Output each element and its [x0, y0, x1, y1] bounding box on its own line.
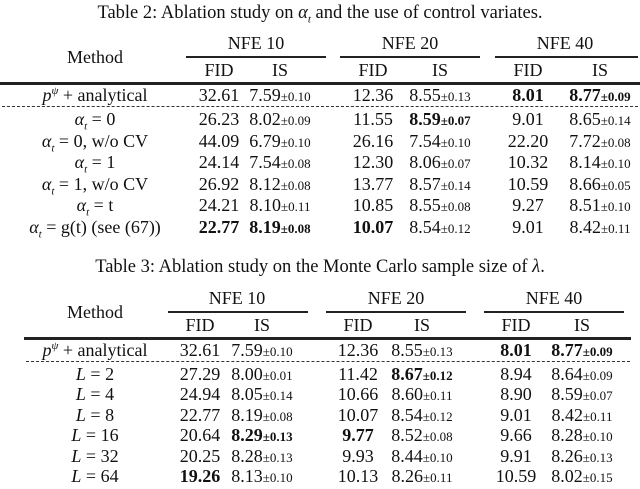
cell-value: 26.92 — [198, 173, 240, 194]
cell-value: 10.07 — [352, 216, 394, 237]
subcol-header-is: IS — [591, 60, 608, 80]
label-sup: ψ — [51, 340, 59, 352]
label-text: = 8 — [85, 404, 115, 425]
subcol-header-is: IS — [573, 315, 590, 335]
cell-std: ±0.10 — [280, 89, 311, 104]
group-header-nfe40: NFE 40 — [536, 33, 594, 53]
cell-std: ±0.10 — [280, 134, 311, 150]
label-math: p — [42, 85, 52, 105]
group-header-nfe10: NFE 10 — [208, 288, 266, 308]
cell-std: ±0.08 — [280, 177, 311, 193]
cell-value: 8.66 — [569, 173, 601, 194]
table-cell — [382, 339, 462, 363]
cell-value: 8.55 — [409, 195, 441, 215]
cell-value: 8.59 — [551, 384, 583, 405]
table-row — [0, 445, 640, 467]
table-cell — [326, 363, 390, 385]
cell-value: 8.14 — [569, 152, 601, 172]
label-text: + analytical — [58, 85, 148, 105]
cell-value: 8.19 — [231, 404, 263, 425]
cell-value: 24.14 — [198, 152, 240, 172]
row-label — [20, 383, 170, 405]
cell-std: ±0.11 — [583, 408, 613, 424]
cell-value: 7.59 — [231, 340, 263, 360]
label-text: = 0 — [87, 109, 116, 129]
cell-value: 8.57 — [409, 173, 441, 194]
cell-std: ±0.13 — [422, 344, 453, 359]
cell-value: 22.77 — [179, 404, 221, 425]
cell-value: 10.66 — [337, 384, 379, 405]
cell-value: 8.28 — [551, 425, 583, 446]
cell-value: 12.36 — [352, 85, 394, 105]
dashed-separator — [26, 361, 630, 362]
cell-std: ±0.10 — [262, 470, 293, 485]
cell-value: 44.09 — [198, 130, 240, 151]
cell-value: 8.52 — [391, 425, 423, 446]
cell-std: ±0.13 — [262, 429, 293, 445]
subcol-header-fid: FID — [513, 60, 543, 80]
cell-value: 10.32 — [507, 152, 549, 172]
group-rule — [326, 311, 466, 313]
cell-value: 27.29 — [179, 364, 221, 384]
cell-std: ±0.07 — [582, 388, 613, 404]
cell-std: ±0.08 — [422, 429, 453, 445]
cell-std: ±0.10 — [262, 344, 293, 359]
cell-value: 8.12 — [249, 173, 281, 194]
cell-value: 9.66 — [500, 425, 532, 446]
label-text: = t — [89, 195, 114, 215]
label-sub: t — [38, 228, 42, 241]
label-text: = 1 — [87, 152, 116, 172]
group-header-nfe10: NFE 10 — [227, 33, 285, 53]
label-text: = 32 — [81, 445, 119, 466]
cell-std: ±0.09 — [280, 113, 311, 128]
cell-value: 8.54 — [391, 404, 423, 425]
cell-value: 24.21 — [198, 195, 240, 215]
cell-value: 7.54 — [249, 152, 281, 172]
label-math: L — [71, 466, 82, 486]
cell-std: ±0.10 — [582, 429, 613, 445]
subcol-header-fid: FID — [501, 315, 531, 335]
cell-value: 32.61 — [198, 85, 240, 105]
cell-std: ±0.05 — [600, 177, 631, 193]
label-text: = 1, w/o CV — [54, 173, 149, 194]
label-text: = 16 — [81, 425, 119, 446]
cell-value: 7.59 — [249, 85, 281, 105]
cell-value: 8.00 — [231, 364, 263, 384]
header-subcols — [0, 314, 640, 336]
cell-value: 8.67 — [391, 364, 423, 384]
group-header-nfe40: NFE 40 — [525, 288, 583, 308]
cell-value: 32.61 — [179, 340, 221, 360]
cell-std: ±0.11 — [423, 388, 453, 404]
cell-value: 9.01 — [512, 109, 544, 129]
cell-value: 22.77 — [198, 216, 240, 237]
cell-std: ±0.09 — [582, 368, 613, 383]
cell-value: 26.16 — [352, 130, 394, 151]
label-text: + analytical — [58, 340, 148, 360]
subcol-header-fid: FID — [358, 60, 388, 80]
table-row — [0, 383, 640, 405]
cell-std: ±0.01 — [262, 368, 293, 383]
table-cell — [542, 465, 622, 489]
table-row — [0, 404, 640, 426]
group-header-nfe20: NFE 20 — [367, 288, 425, 308]
cell-value: 9.91 — [500, 445, 532, 466]
table-cell — [326, 424, 390, 446]
table-cell — [484, 404, 548, 426]
table-cell — [326, 445, 390, 467]
caption-math-sub: t — [307, 13, 311, 26]
row-label — [20, 424, 170, 446]
label-text: = g(t) (see (67)) — [41, 216, 161, 237]
label-sub: t — [86, 206, 90, 219]
baseline-row — [0, 339, 640, 361]
group-rule — [168, 311, 308, 313]
cell-value: 8.05 — [231, 384, 263, 405]
cell-value: 8.10 — [249, 195, 282, 215]
cell-value: 10.07 — [337, 404, 379, 425]
cell-value: 11.42 — [338, 364, 378, 384]
label-math: α — [41, 173, 52, 194]
cell-value: 6.79 — [249, 130, 281, 151]
table-cell — [222, 339, 302, 363]
cell-value: 8.55 — [391, 340, 423, 360]
label-sub: t — [84, 163, 88, 176]
table-cell — [484, 363, 548, 385]
caption-math: α — [298, 3, 308, 23]
table-cell — [484, 445, 548, 467]
cell-value: 9.27 — [512, 195, 544, 215]
cell-value: 13.77 — [352, 173, 394, 194]
label-math: α — [74, 152, 85, 172]
cell-std: ±0.09 — [600, 89, 631, 104]
label-math: L — [75, 364, 86, 384]
cell-value: 8.02 — [249, 109, 281, 129]
cell-std: ±0.13 — [582, 449, 613, 465]
caption-text: Table 3: Ablation study on the Monte Carlo sample size of — [95, 257, 533, 277]
cell-value: 8.44 — [391, 445, 423, 466]
cell-value: 8.42 — [551, 404, 584, 425]
cell-value: 10.59 — [507, 173, 549, 194]
cell-std: ±0.08 — [280, 156, 311, 171]
cell-value: 9.01 — [512, 216, 544, 237]
cell-value: 12.30 — [352, 152, 394, 172]
table-cell — [326, 404, 390, 426]
cell-value: 8.06 — [409, 152, 441, 172]
cell-value: 8.26 — [551, 445, 583, 466]
group-header-nfe20: NFE 20 — [381, 33, 439, 53]
cell-std: ±0.10 — [600, 156, 631, 171]
cell-std: ±0.09 — [582, 344, 613, 359]
caption-math: λ — [532, 257, 541, 277]
cell-value: 8.51 — [569, 195, 601, 215]
cell-value: 8.55 — [409, 85, 441, 105]
cell-value: 8.60 — [391, 384, 424, 405]
caption-text: and the use of control variates. — [310, 3, 543, 23]
cell-value: 26.23 — [198, 109, 240, 129]
cell-value: 8.94 — [500, 364, 532, 384]
label-math: L — [71, 445, 82, 466]
subcol-header-fid: FID — [343, 315, 373, 335]
subcol-header-fid: FID — [204, 60, 234, 80]
cell-std: ±0.07 — [440, 156, 471, 171]
cell-value: 22.20 — [507, 130, 549, 151]
label-text: = 64 — [81, 466, 119, 486]
cell-std: ±0.13 — [440, 89, 471, 104]
cell-value: 9.93 — [342, 445, 374, 466]
cell-value: 8.59 — [409, 109, 441, 129]
cell-std: ±0.14 — [440, 177, 471, 193]
label-text: = 2 — [85, 364, 115, 384]
cell-value: 10.85 — [352, 195, 394, 215]
label-text: = 4 — [85, 384, 115, 405]
cell-std: ±0.07 — [440, 113, 471, 128]
table-cell — [382, 465, 462, 489]
cell-value: 8.26 — [391, 466, 424, 486]
cell-value: 8.01 — [512, 85, 544, 105]
caption-text: Table 2: Ablation study on — [97, 3, 299, 23]
cell-value: 8.54 — [409, 216, 441, 237]
label-math: α — [29, 216, 39, 237]
cell-value: 20.64 — [179, 425, 221, 446]
cell-value: 7.72 — [569, 130, 601, 151]
table-row — [0, 363, 640, 385]
method-header: Method — [67, 302, 123, 322]
row-label — [20, 404, 170, 426]
cell-value: 20.25 — [179, 445, 221, 466]
subcol-header-is: IS — [431, 60, 448, 80]
caption-text: . — [540, 257, 545, 277]
table-cell — [222, 465, 302, 489]
cell-std: ±0.14 — [600, 113, 631, 128]
cell-value: 19.26 — [179, 466, 221, 486]
table-row — [0, 424, 640, 446]
cell-value: 12.36 — [337, 340, 379, 360]
method-header: Method — [67, 47, 123, 67]
cell-std: ±0.12 — [422, 408, 453, 424]
cell-value: 8.77 — [551, 340, 583, 360]
cell-value: 11.55 — [353, 109, 393, 129]
cell-value: 8.13 — [231, 466, 263, 486]
cell-value: 8.42 — [569, 216, 602, 237]
cell-value: 8.90 — [500, 384, 532, 405]
cell-value: 24.94 — [179, 384, 221, 405]
label-math: L — [75, 404, 86, 425]
cell-std: ±0.11 — [423, 470, 453, 485]
cell-std: ±0.11 — [281, 199, 311, 214]
cell-value: 10.59 — [495, 466, 537, 486]
cell-value: 8.77 — [569, 85, 601, 105]
cell-std: ±0.12 — [422, 368, 453, 383]
label-sub: t — [51, 142, 55, 155]
cell-value: 9.77 — [342, 425, 374, 446]
cell-value: 10.13 — [337, 466, 379, 486]
cell-value: 8.01 — [500, 340, 532, 360]
row-label — [20, 339, 170, 361]
subcol-header-fid: FID — [185, 315, 215, 335]
label-math: α — [76, 195, 87, 215]
cell-value: 8.29 — [231, 425, 263, 446]
cell-std: ±0.10 — [422, 449, 453, 465]
cell-std: ±0.11 — [601, 220, 631, 236]
group-rule — [484, 311, 624, 313]
table-cell — [484, 339, 548, 361]
row-label — [20, 445, 170, 467]
label-sub: t — [84, 120, 88, 133]
cell-value: 8.65 — [569, 109, 601, 129]
table-cell — [326, 383, 390, 405]
label-math: p — [42, 340, 52, 360]
cell-std: ±0.13 — [262, 449, 293, 465]
cell-std: ±0.08 — [600, 134, 631, 150]
label-math: L — [71, 425, 82, 446]
label-sub: t — [51, 185, 55, 198]
table-cell — [542, 339, 622, 363]
cell-value: 8.19 — [249, 216, 281, 237]
cell-value: 7.54 — [409, 130, 441, 151]
cell-std: ±0.10 — [600, 199, 631, 214]
cell-value: 9.01 — [500, 404, 532, 425]
cell-std: ±0.10 — [440, 134, 471, 150]
cell-std: ±0.12 — [440, 220, 471, 236]
header-groups — [0, 287, 640, 309]
subcol-header-is: IS — [253, 315, 270, 335]
cell-value: 8.28 — [231, 445, 263, 466]
row-label — [20, 363, 170, 385]
label-math: α — [74, 109, 85, 129]
table-cell — [326, 339, 390, 361]
cell-std: ±0.14 — [262, 388, 293, 404]
subcol-header-is: IS — [271, 60, 288, 80]
cell-std: ±0.15 — [582, 470, 613, 485]
cell-value: 8.64 — [551, 364, 583, 384]
label-math: L — [75, 384, 86, 405]
table-cell — [484, 424, 548, 446]
label-sup: ψ — [51, 85, 59, 97]
table-cell — [484, 383, 548, 405]
cell-value: 8.02 — [551, 466, 583, 486]
cell-std: ±0.08 — [262, 408, 293, 424]
cell-std: ±0.08 — [280, 220, 311, 236]
label-text: = 0, w/o CV — [54, 130, 149, 151]
cell-std: ±0.08 — [440, 199, 471, 214]
label-math: α — [41, 130, 52, 151]
subcol-header-is: IS — [413, 315, 430, 335]
